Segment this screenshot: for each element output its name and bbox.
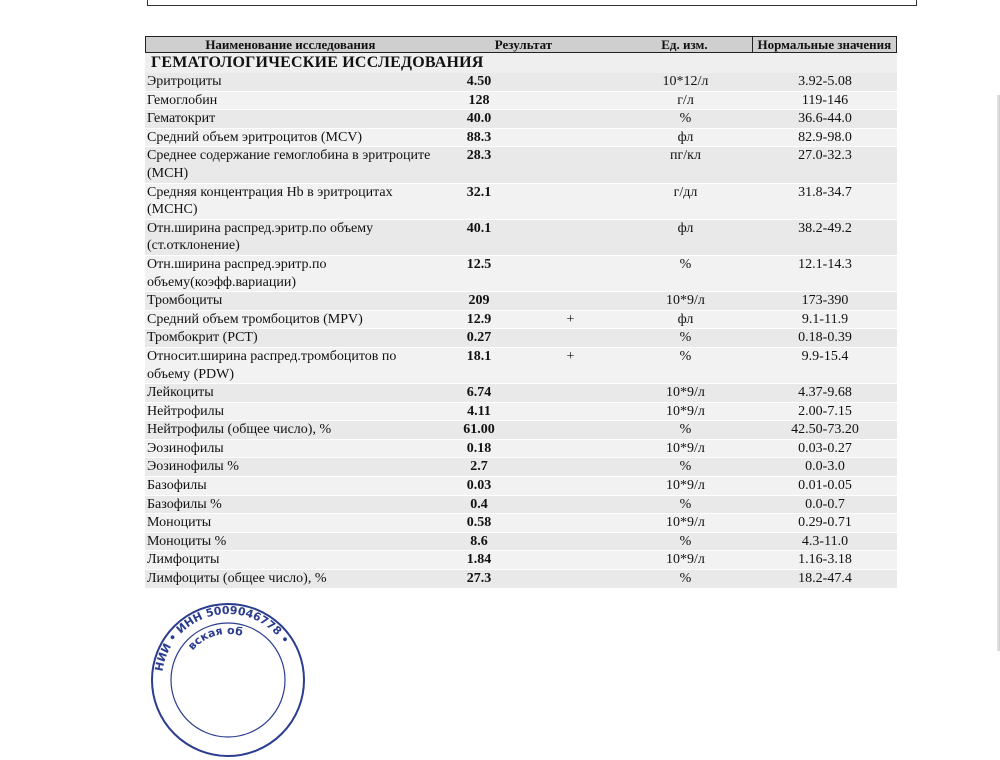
result-flag [523, 329, 618, 347]
result-flag [523, 384, 618, 402]
result-name: Тромбокрит (PCT) [147, 330, 258, 346]
lab-report [145, 36, 897, 589]
table-row [145, 384, 897, 403]
result-unit: % [679, 496, 692, 512]
result-name: Тромбоциты [147, 293, 223, 309]
table-row [145, 348, 897, 384]
result-value: 40.0 [466, 111, 492, 127]
result-value: 12.9 [466, 311, 492, 327]
table-row [145, 458, 897, 477]
result-norm: 12.1-14.3 [798, 256, 852, 272]
result-name: Моноциты % [147, 533, 227, 549]
result-flag [523, 533, 618, 551]
result-unit: пг/кл [670, 148, 701, 164]
table-row [145, 311, 897, 330]
result-norm: 9.9-15.4 [801, 348, 849, 364]
result-unit: фл [677, 311, 694, 327]
result-name: Гемоглобин [147, 92, 218, 108]
result-unit: % [679, 111, 692, 127]
result-flag [523, 496, 618, 514]
result-flag [523, 403, 618, 421]
result-value: 12.5 [466, 256, 492, 272]
result-unit: 10*12/л [662, 74, 709, 89]
result-flag: + [566, 348, 575, 364]
result-name: Базофилы [147, 478, 207, 494]
table-row [145, 220, 897, 256]
table-row [145, 329, 897, 348]
result-value: 0.4 [470, 496, 488, 512]
result-norm: 1.16-3.18 [798, 552, 852, 568]
result-norm: 42.50-73.20 [791, 422, 859, 438]
result-name: Средний объем тромбоцитов (MPV) [147, 311, 363, 327]
result-value: 4.11 [467, 403, 491, 419]
stamp-region-text: вская об [185, 623, 245, 653]
result-flag [523, 440, 618, 458]
result-unit: 10*9/л [666, 403, 705, 419]
table-row [145, 184, 897, 220]
stamp-inn-text: НИЙ • ИНН 5009046778 • [152, 603, 292, 673]
table-row [145, 292, 897, 311]
result-value: 40.1 [466, 220, 492, 236]
result-value: 27.3 [466, 571, 492, 587]
seal-stamp [148, 600, 308, 760]
result-flag [523, 570, 618, 588]
result-flag [523, 73, 618, 91]
table-row [145, 496, 897, 515]
result-norm: 9.1-11.9 [801, 311, 849, 327]
header-name: Наименование исследования [205, 36, 376, 52]
table-row [145, 73, 897, 92]
result-name: Эритроциты [147, 74, 222, 89]
result-norm: 38.2-49.2 [798, 220, 852, 236]
result-flag [523, 110, 618, 128]
result-norm: 119-146 [801, 92, 849, 108]
result-unit: % [679, 330, 692, 346]
result-unit: % [679, 459, 692, 475]
result-name: Гематокрит [147, 111, 216, 127]
section-title: ГЕМАТОЛОГИЧЕСКИЕ ИССЛЕДОВАНИЯ [145, 53, 897, 73]
table-row [145, 129, 897, 148]
result-value: 8.6 [470, 533, 488, 549]
result-name: Лимфоциты (общее число), % [147, 571, 327, 587]
header-norm: Нормальные значения [752, 37, 896, 53]
result-name: Средняя концентрация Hb в эритроцитах (MCHC) [147, 184, 393, 218]
result-name: Базофилы % [147, 496, 222, 512]
table-row [145, 92, 897, 111]
header-unit: Ед. изм. [661, 36, 708, 52]
results-table [145, 73, 897, 589]
result-norm: 4.37-9.68 [798, 385, 852, 401]
result-value: 61.00 [463, 422, 495, 438]
result-value: 2.7 [470, 459, 488, 475]
table-row [145, 533, 897, 552]
result-flag [523, 292, 618, 310]
result-unit: 10*9/л [666, 440, 705, 456]
table-row [145, 403, 897, 422]
table-row [145, 147, 897, 183]
result-value: 0.18 [466, 440, 492, 456]
result-name: Относит.ширина распред.тромбоцитов по объему (PDW) [147, 348, 397, 382]
result-norm: 0.29-0.71 [798, 515, 852, 531]
result-flag [523, 256, 618, 291]
result-unit: 10*9/л [666, 515, 705, 531]
table-row [145, 440, 897, 459]
result-norm: 36.6-44.0 [798, 111, 852, 127]
result-flag [523, 129, 618, 147]
result-norm: 0.18-0.39 [798, 330, 852, 346]
result-unit: % [679, 571, 692, 587]
result-name: Лимфоциты [147, 552, 220, 568]
result-unit: % [679, 256, 692, 272]
table-row [145, 110, 897, 129]
result-norm: 27.0-32.3 [798, 148, 852, 164]
result-unit: 10*9/л [666, 478, 705, 494]
result-flag [523, 184, 618, 219]
result-norm: 4.3-11.0 [801, 533, 849, 549]
result-flag [523, 458, 618, 476]
result-norm: 0.0-0.7 [805, 496, 845, 512]
table-row [145, 421, 897, 440]
result-name: Средний объем эритроцитов (MCV) [147, 129, 363, 145]
previous-section-box [147, 0, 917, 6]
result-unit: 10*9/л [666, 385, 705, 401]
result-flag [523, 477, 618, 495]
table-row [145, 477, 897, 496]
result-value: 0.03 [466, 478, 492, 494]
header-result: Результат [494, 36, 553, 52]
result-value: 0.27 [466, 330, 492, 346]
result-norm: 3.92-5.08 [798, 74, 852, 89]
result-flag: + [566, 311, 575, 327]
result-unit: г/дл [673, 184, 698, 200]
table-row [145, 514, 897, 533]
result-name: Отн.ширина распред.эритр.по объему (ст.отклонение) [147, 220, 374, 254]
result-value: 4.50 [466, 74, 492, 89]
result-name: Моноциты [147, 515, 212, 531]
result-value: 88.3 [466, 129, 492, 145]
result-unit: % [679, 422, 692, 438]
result-unit: г/л [677, 92, 694, 108]
result-flag [523, 551, 618, 569]
result-flag [523, 92, 618, 110]
result-norm: 82.9-98.0 [798, 129, 852, 145]
result-flag [523, 421, 618, 439]
result-unit: % [679, 533, 692, 549]
result-name: Нейтрофилы (общее число), % [147, 422, 332, 438]
result-unit: % [679, 348, 692, 364]
table-row [145, 551, 897, 570]
result-norm: 0.01-0.05 [798, 478, 852, 494]
result-unit: 10*9/л [666, 293, 705, 309]
result-value: 6.74 [466, 385, 492, 401]
result-value: 32.1 [466, 184, 492, 200]
result-norm: 173-390 [801, 293, 849, 309]
result-norm: 0.0-3.0 [805, 459, 845, 475]
result-value: 128 [468, 92, 490, 108]
result-name: Отн.ширина распред.эритр.по объему(коэфф.вариации) [147, 256, 327, 290]
result-norm: 2.00-7.15 [798, 403, 852, 419]
table-row [145, 570, 897, 589]
result-unit: 10*9/л [666, 552, 705, 568]
result-flag [523, 514, 618, 532]
result-name: Эозинофилы [147, 440, 224, 456]
result-unit: фл [677, 129, 694, 145]
result-value: 18.1 [466, 348, 492, 364]
svg-text:вская об [185, 624, 244, 653]
result-name: Среднее содержание гемоглобина в эритроците (MCH) [147, 148, 431, 181]
result-unit: фл [677, 220, 694, 236]
result-name: Эозинофилы % [147, 459, 239, 475]
table-header [145, 36, 897, 53]
result-value: 28.3 [466, 148, 492, 164]
result-name: Нейтрофилы [147, 403, 225, 419]
result-flag [523, 147, 618, 182]
result-value: 209 [468, 293, 490, 309]
result-norm: 0.03-0.27 [798, 440, 852, 456]
result-value: 1.84 [466, 552, 492, 568]
result-norm: 18.2-47.4 [798, 571, 852, 587]
table-row [145, 256, 897, 292]
result-name: Лейкоциты [147, 385, 214, 401]
result-value: 0.58 [466, 515, 492, 531]
result-flag [523, 220, 618, 255]
result-norm: 31.8-34.7 [798, 184, 852, 200]
